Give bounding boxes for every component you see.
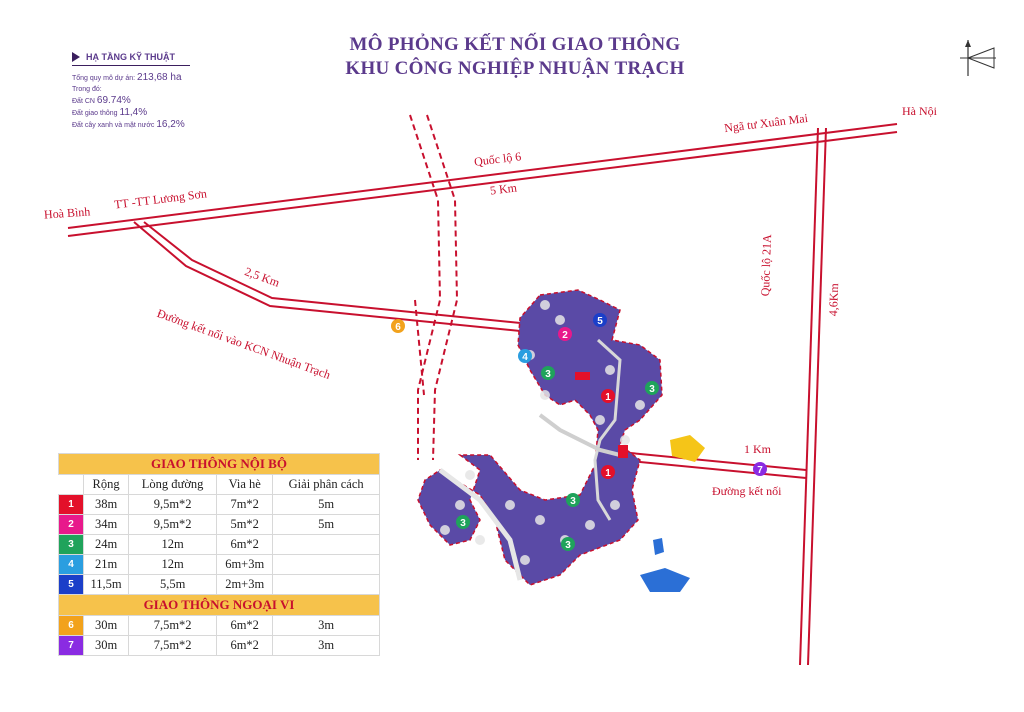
marker-5: [593, 313, 607, 327]
cell-width: 21m: [84, 555, 129, 575]
table-row: [59, 616, 380, 636]
page-subtitle: KHU CÔNG NGHIỆP NHUẬN TRẠCH: [345, 58, 685, 79]
cell-width: 30m: [84, 616, 129, 636]
gt-value: 11,4%: [119, 107, 148, 118]
marker-label: 2: [562, 330, 568, 341]
header-divider: Giải phân cách: [273, 475, 380, 495]
cell-sidewalk: 2m+3m: [217, 575, 273, 595]
cell-width: 24m: [84, 535, 129, 555]
road-ql21a: [800, 128, 826, 665]
cell-width: 34m: [84, 515, 129, 535]
row-number: 7: [59, 636, 84, 656]
marker-1a: [601, 389, 615, 403]
row-number: 6: [59, 616, 84, 636]
label-nga-tu-xuan-mai: Ngã tư Xuân Mai: [723, 110, 809, 136]
cell-divider: [273, 535, 380, 555]
total-label: Tổng quy mô dự án:: [72, 75, 136, 82]
cell-divider: [273, 555, 380, 575]
marker-label: 1: [605, 392, 611, 403]
cell-sidewalk: 7m*2: [217, 495, 273, 515]
label-quoc-lo-6: Quốc lộ 6: [473, 149, 522, 169]
compass-icon: [958, 38, 998, 78]
cell-divider: 5m: [273, 495, 380, 515]
traffic-legend-table: [58, 453, 380, 656]
cell-divider: 3m: [273, 616, 380, 636]
cell-width: 11,5m: [84, 575, 129, 595]
cn-label: Đất CN: [72, 98, 95, 105]
row-number: 5: [59, 575, 84, 595]
cell-divider: [273, 575, 380, 595]
marker-label: 1: [605, 468, 611, 479]
cell-divider: 5m: [273, 515, 380, 535]
label-luong-son: TT -TT Lương Sơn: [113, 186, 208, 212]
cx-value: 16,2%: [156, 119, 185, 130]
marker-label: 3: [460, 518, 466, 529]
marker-label: 4: [522, 352, 528, 363]
cell-sidewalk: 6m*2: [217, 535, 273, 555]
cell-road: 7,5m*2: [129, 636, 217, 656]
label-1km: 1 Km: [744, 442, 771, 456]
cell-divider: 3m: [273, 636, 380, 656]
row-number: 2: [59, 515, 84, 535]
marker-3d: [456, 515, 470, 529]
row-number: 3: [59, 535, 84, 555]
marker-3a: [541, 366, 555, 380]
road-connection-kcn: [134, 222, 560, 335]
cell-sidewalk: 6m+3m: [217, 555, 273, 575]
external-title: GIAO THÔNG NGOẠI VI: [59, 595, 380, 616]
marker-3b: [645, 381, 659, 395]
header-width: Rộng: [84, 475, 129, 495]
label-duong-ket-noi-kcn: Đường kết nối vào KCN Nhuận Trạch: [155, 306, 333, 382]
marker-3e: [561, 537, 575, 551]
cell-sidewalk: 6m*2: [217, 616, 273, 636]
label-4-6km: 4,6Km: [826, 283, 842, 317]
row-number: 4: [59, 555, 84, 575]
marker-label: 5: [597, 316, 603, 327]
total-value: 213,68 ha: [137, 72, 182, 83]
table-row: [59, 575, 380, 595]
header-sidewalk: Via hè: [217, 475, 273, 495]
cell-sidewalk: 6m*2: [217, 636, 273, 656]
label-2-5km: 2,5 Km: [242, 264, 282, 290]
label-5km: 5 Km: [489, 180, 518, 198]
cell-road: 5,5m: [129, 575, 217, 595]
label-quoc-lo-21a: Quốc lộ 21A: [758, 234, 775, 297]
road-connection-east: [620, 452, 806, 478]
table-row: [59, 535, 380, 555]
label-ha-noi: Hà Nội: [902, 104, 937, 118]
table-row: [59, 515, 380, 535]
cell-width: 38m: [84, 495, 129, 515]
marker-label: 3: [649, 384, 655, 395]
table-row: [59, 495, 380, 515]
label-duong-ket-noi: Đường kết nối: [712, 484, 782, 498]
infra-heading: HẠ TẦNG KỸ THUẬT: [86, 52, 175, 62]
marker-label: 3: [570, 496, 576, 507]
marker-6: [391, 319, 405, 333]
marker-label: 7: [757, 465, 763, 476]
marker-2: [558, 327, 572, 341]
marker-label: 6: [395, 322, 401, 333]
page-title: MÔ PHỎNG KẾT NỐI GIAO THÔNG: [349, 34, 681, 55]
marker-4: [518, 349, 532, 363]
marker-7: [753, 462, 767, 476]
marker-label: 3: [545, 369, 551, 380]
table-row: [59, 555, 380, 575]
table-row: [59, 636, 380, 656]
gt-label: Đất giao thông: [72, 110, 118, 117]
row-number: 1: [59, 495, 84, 515]
cx-label: Đất cây xanh và mặt nước: [72, 122, 155, 129]
cell-road: 12m: [129, 535, 217, 555]
road-ql6: [68, 124, 897, 236]
play-icon: [72, 52, 80, 62]
infrastructure-summary: [72, 52, 190, 131]
legend-header-row: [59, 475, 380, 495]
cell-road: 12m: [129, 555, 217, 575]
cell-sidewalk: 5m*2: [217, 515, 273, 535]
planned-corridor: [410, 115, 457, 460]
cell-road: 9,5m*2: [129, 495, 217, 515]
cell-width: 30m: [84, 636, 129, 656]
cell-road: 9,5m*2: [129, 515, 217, 535]
marker-label: 3: [565, 540, 571, 551]
cn-value: 69.74%: [96, 95, 131, 106]
marker-1b: [601, 465, 615, 479]
cell-road: 7,5m*2: [129, 616, 217, 636]
header-road: Lòng đường: [129, 475, 217, 495]
in-which-label: Trong đó:: [72, 86, 102, 93]
label-hoa-binh: Hoà Bình: [43, 204, 91, 222]
internal-title: GIAO THÔNG NỘI BỘ: [59, 454, 380, 475]
marker-3c: [566, 493, 580, 507]
